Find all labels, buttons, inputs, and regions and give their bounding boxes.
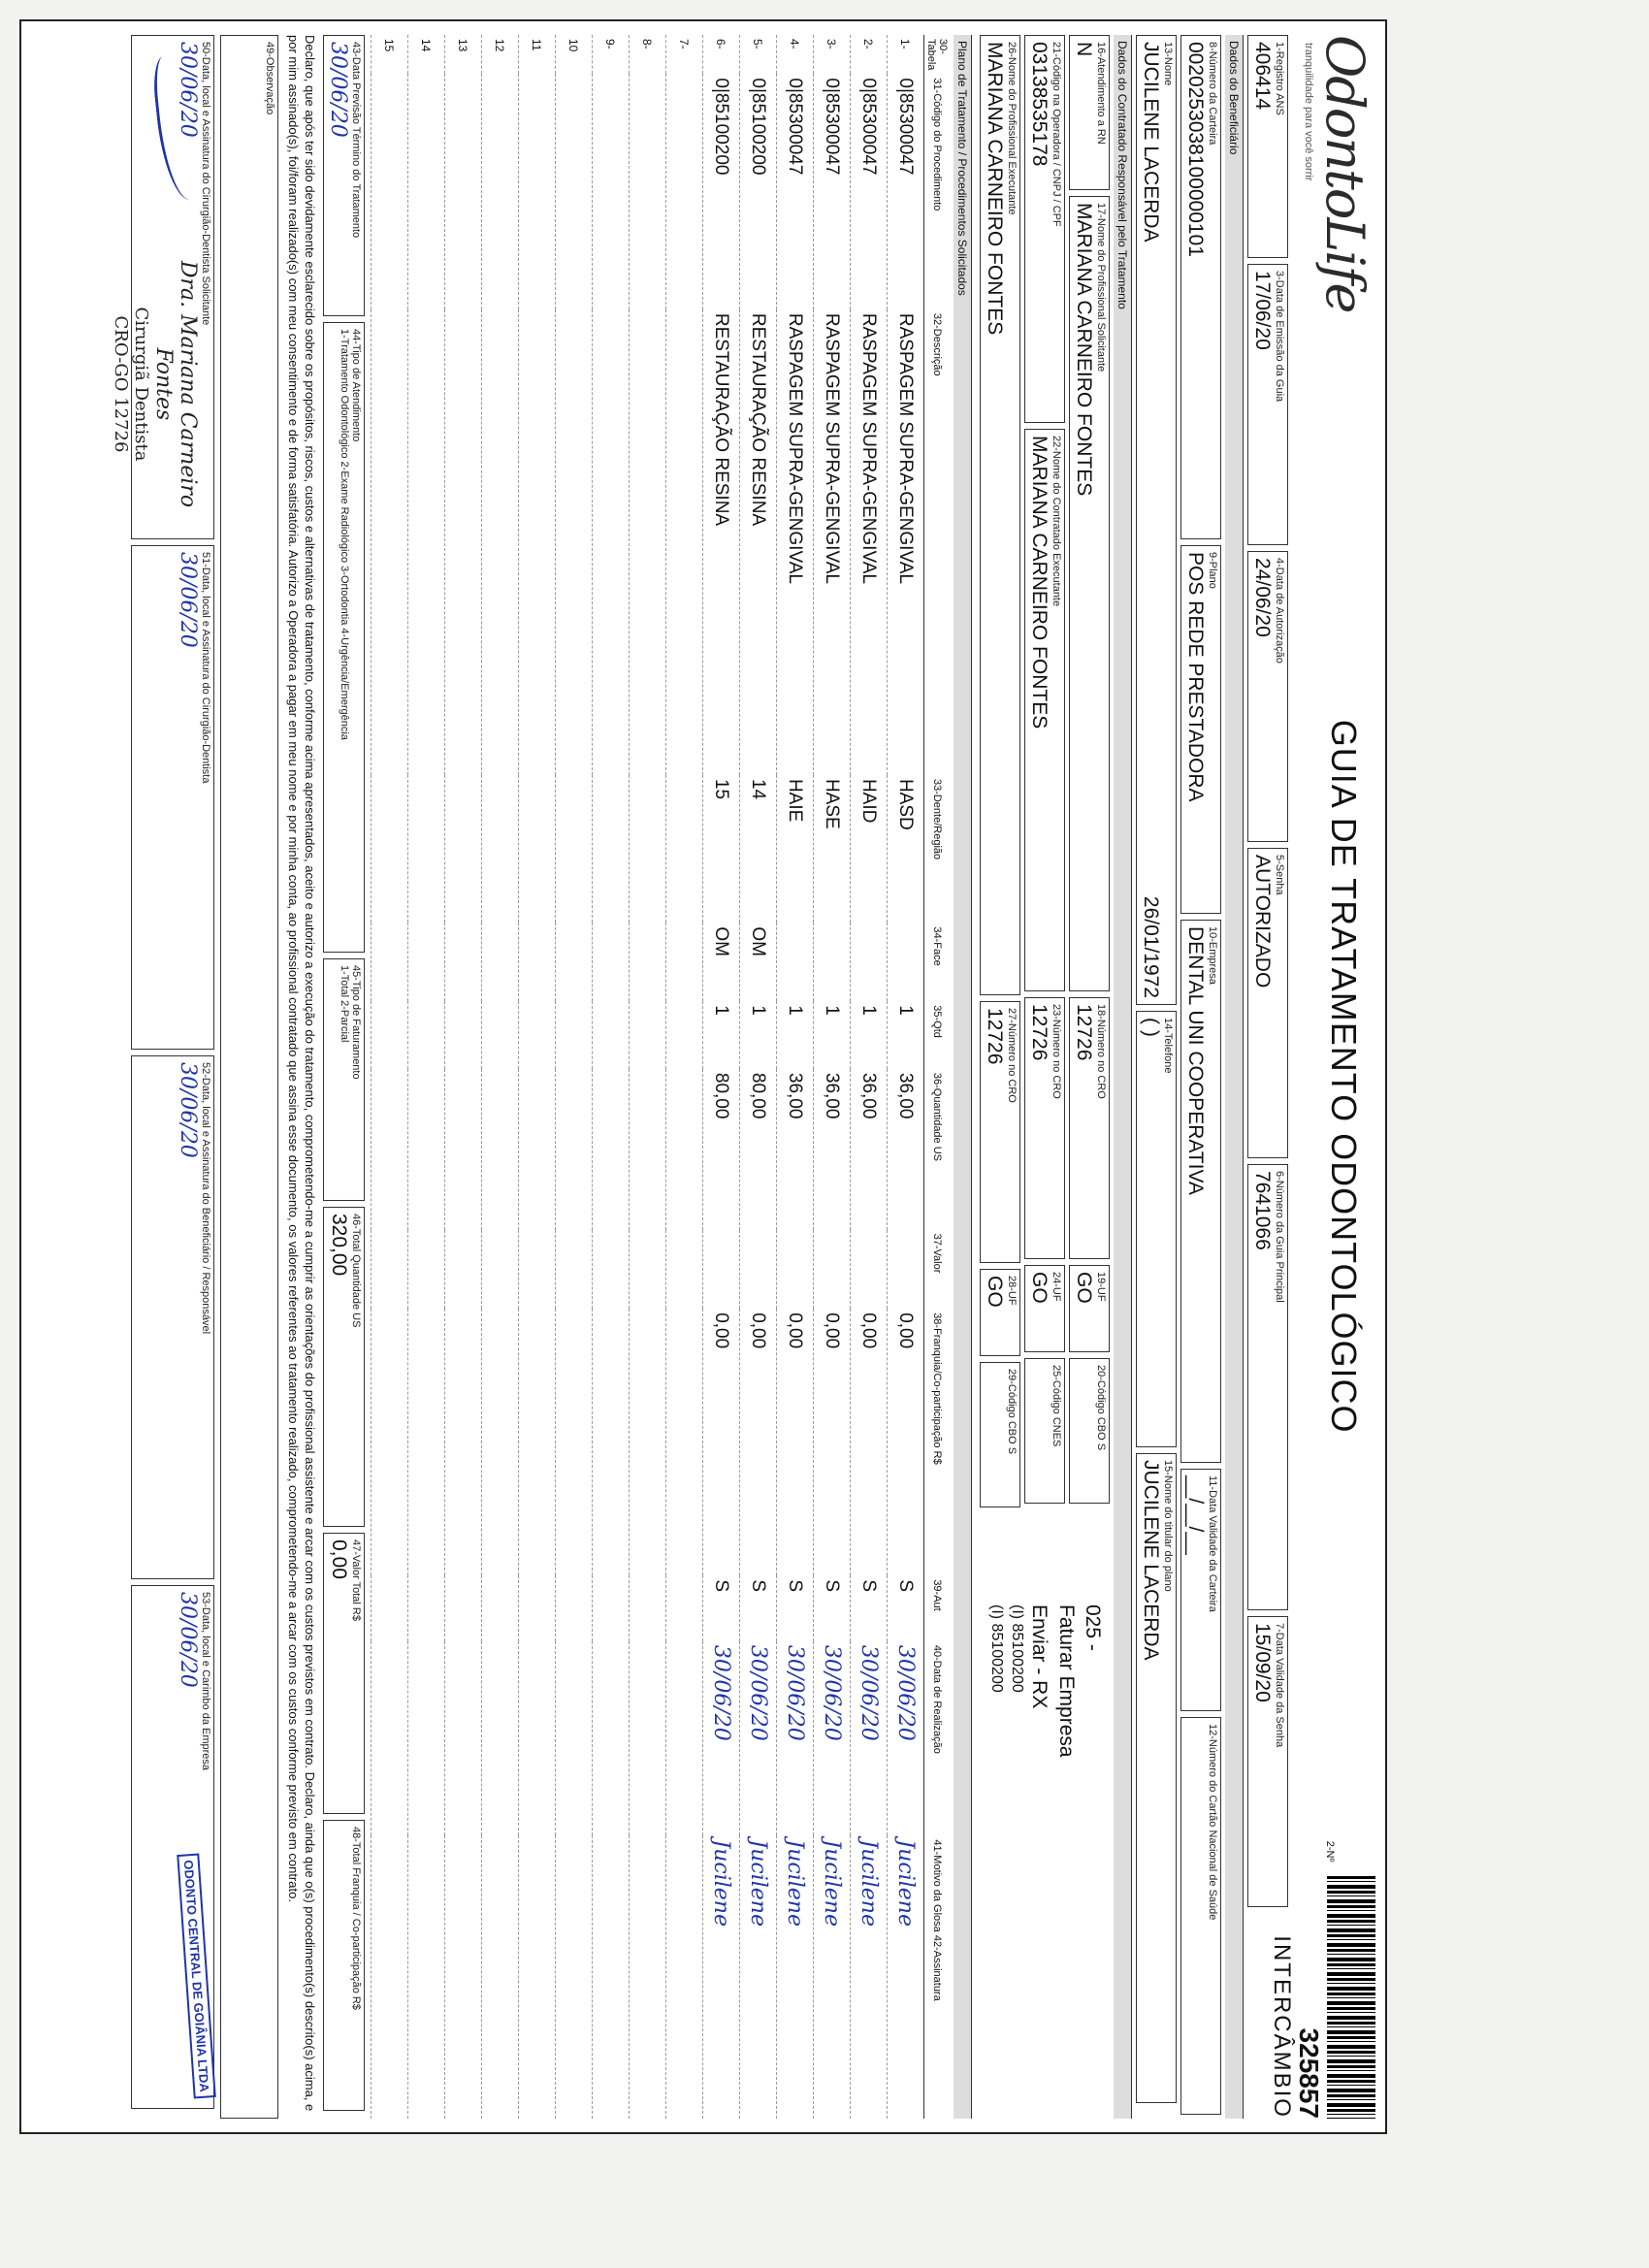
procedure-us-cell[interactable]: 36,00 (814, 1069, 851, 1230)
procedure-codigo-cell[interactable] (666, 74, 703, 308)
procedure-face-cell[interactable] (408, 923, 445, 1001)
procedure-codigo-cell[interactable] (482, 74, 519, 308)
procedure-n-cell: 4- (777, 35, 814, 74)
procedure-us-cell[interactable] (482, 1069, 519, 1230)
procedure-valor-cell[interactable] (593, 1230, 630, 1310)
procedure-row[interactable] (666, 35, 703, 2119)
procedure-assinatura-cell[interactable] (408, 1835, 445, 2119)
procedure-franquia-cell[interactable] (593, 1309, 630, 1575)
procedure-codigo-cell[interactable] (408, 74, 445, 308)
procedures-column-header: 34-Face (924, 923, 951, 1001)
side-note (976, 1595, 1110, 2119)
company-stamp: ODONTO CENTRAL DE GOIÂNIA LTDA (177, 1853, 216, 2098)
procedure-row[interactable] (777, 35, 814, 2119)
procedure-assinatura-cell[interactable] (630, 1835, 666, 2119)
procedure-row[interactable] (445, 35, 482, 2119)
procedures-body (372, 35, 924, 2119)
procedure-dente-cell[interactable]: 15 (703, 775, 740, 923)
procedure-aut-cell[interactable]: S (740, 1575, 777, 1641)
procedure-row[interactable] (888, 35, 924, 2119)
procedure-valor-cell[interactable] (703, 1230, 740, 1310)
procedure-n-cell: 13 (445, 35, 482, 74)
procedure-face-cell[interactable]: OM (703, 923, 740, 1001)
procedure-assinatura-cell[interactable] (372, 1835, 408, 2119)
procedures-column-header: 32-Descrição (924, 309, 951, 775)
procedure-codigo-cell[interactable]: 0|85100200 (740, 74, 777, 308)
procedure-qtd-cell[interactable] (519, 1001, 556, 1069)
procedure-assinatura-cell[interactable]: Jucilene (888, 1835, 924, 2119)
signature-box-beneficiario[interactable]: 52-Data, local e Assinatura do Beneficiário / Responsável 30/06/20 (131, 1055, 214, 1579)
procedure-descricao-cell[interactable] (556, 309, 593, 775)
procedure-assinatura-cell[interactable] (556, 1835, 593, 2119)
procedure-n-cell: 9- (593, 35, 630, 74)
procedure-aut-cell[interactable] (519, 1575, 556, 1641)
signature-box-empresa[interactable]: 53-Data, local e Carimbo da Empresa 30/06/20 ODONTO CENTRAL DE GOIÂNIA LTDA (131, 1585, 214, 2109)
procedures-column-header: 30-Tabela (924, 35, 951, 74)
guia-tag: INTERCÂMBIO (1269, 1935, 1295, 2119)
procedure-n-cell: 7- (666, 35, 703, 74)
procedure-row[interactable] (556, 35, 593, 2119)
procedure-face-cell[interactable] (777, 923, 814, 1001)
procedure-face-cell[interactable] (666, 923, 703, 1001)
procedure-qtd-cell[interactable] (630, 1001, 666, 1069)
procedure-descricao-cell[interactable]: RESTAURAÇÃO RESINA (703, 309, 740, 775)
procedure-row[interactable] (482, 35, 519, 2119)
procedure-valor-cell[interactable] (740, 1230, 777, 1310)
procedure-dente-cell[interactable]: HASE (814, 775, 851, 923)
procedure-franquia-cell[interactable] (556, 1309, 593, 1575)
section-beneficiario: Dados do Beneficiário (1225, 35, 1244, 2119)
field-data-emissao[interactable]: 3-Data de Emissão da Guia 17/06/20 (1247, 264, 1288, 545)
procedure-franquia-cell[interactable] (482, 1309, 519, 1575)
field-cnes[interactable]: 25-Código CNES (1024, 1358, 1065, 1504)
procedure-aut-cell[interactable] (445, 1575, 482, 1641)
procedure-franquia-cell[interactable] (519, 1309, 556, 1575)
procedure-assinatura-cell[interactable]: Jucilene (777, 1835, 814, 2119)
procedure-data-cell[interactable] (666, 1641, 703, 1836)
procedure-codigo-cell[interactable]: 0|85300047 (814, 74, 851, 308)
procedure-data-cell[interactable] (445, 1641, 482, 1836)
procedure-face-cell[interactable] (372, 923, 408, 1001)
logo-tagline: tranquilidade para você sorrir (1303, 43, 1314, 181)
procedures-header-row (924, 35, 951, 2119)
procedure-descricao-cell[interactable] (482, 309, 519, 775)
form-title: GUIA DE TRATAMENTO ODONTOLÓGICO (1324, 719, 1364, 1434)
procedures-column-header: 39-Aut (924, 1575, 951, 1641)
procedure-aut-cell[interactable]: S (851, 1575, 888, 1641)
row-registro (1247, 35, 1288, 2119)
field-cbo-solicitante[interactable]: 20-Código CBO S (1069, 1358, 1110, 1504)
contratado-block (976, 35, 1110, 2119)
field-total-franquia[interactable]: 48-Total Franquia / Co-participação R$ (323, 1820, 365, 2111)
procedure-valor-cell[interactable] (666, 1230, 703, 1310)
procedure-valor-cell[interactable] (445, 1230, 482, 1310)
procedure-franquia-cell[interactable]: 0,00 (888, 1309, 924, 1575)
procedure-codigo-cell[interactable]: 0|85300047 (888, 74, 924, 308)
procedure-aut-cell[interactable] (630, 1575, 666, 1641)
barcode-icon (1327, 1876, 1375, 2119)
procedure-dente-cell[interactable] (519, 775, 556, 923)
procedure-qtd-cell[interactable] (372, 1001, 408, 1069)
procedure-data-cell[interactable]: 30/06/20 (703, 1641, 740, 1836)
procedure-n-cell: 10 (556, 35, 593, 74)
procedure-row[interactable] (630, 35, 666, 2119)
procedure-us-cell[interactable]: 36,00 (777, 1069, 814, 1230)
procedure-face-cell[interactable] (814, 923, 851, 1001)
procedure-n-cell: 3- (814, 35, 851, 74)
procedures-column-header: 35-Qtd (924, 1001, 951, 1069)
row-totals (323, 35, 365, 2119)
procedure-codigo-cell[interactable]: 0|85300047 (777, 74, 814, 308)
procedure-us-cell[interactable]: 36,00 (851, 1069, 888, 1230)
procedure-descricao-cell[interactable] (593, 309, 630, 775)
procedure-qtd-cell[interactable]: 1 (777, 1001, 814, 1069)
procedures-column-header: 37-Valor (924, 1230, 951, 1310)
side-note-line: Enviar - RX (1028, 1604, 1051, 1709)
procedure-valor-cell[interactable] (482, 1230, 519, 1310)
procedure-row[interactable] (740, 35, 777, 2119)
dental-treatment-form (19, 19, 1387, 2134)
procedure-assinatura-cell[interactable]: Jucilene (814, 1835, 851, 2119)
procedure-qtd-cell[interactable] (408, 1001, 445, 1069)
procedure-descricao-cell[interactable] (666, 309, 703, 775)
procedure-data-cell[interactable] (593, 1641, 630, 1836)
procedure-franquia-cell[interactable] (408, 1309, 445, 1575)
side-note-line: (I) 85100200 (988, 1604, 1006, 1693)
field-plano[interactable]: 9-Plano POS REDE PRESTADORA (1180, 545, 1221, 914)
field-registro-ans[interactable]: 1-Registro ANS 406414 (1247, 35, 1288, 258)
procedure-dente-cell[interactable] (593, 775, 630, 923)
procedure-us-cell[interactable] (408, 1069, 445, 1230)
field-total-us[interactable]: 46-Total Quantidade US 320,00 (323, 1207, 365, 1527)
procedure-row[interactable] (814, 35, 851, 2119)
procedure-franquia-cell[interactable] (630, 1309, 666, 1575)
procedure-n-cell: 14 (408, 35, 445, 74)
procedure-valor-cell[interactable] (888, 1230, 924, 1310)
procedure-qtd-cell[interactable] (556, 1001, 593, 1069)
procedure-valor-cell[interactable] (630, 1230, 666, 1310)
procedure-valor-cell[interactable] (556, 1230, 593, 1310)
birth-date: 26/01/1972 (1140, 895, 1162, 998)
procedure-n-cell: 8- (630, 35, 666, 74)
procedure-data-cell[interactable] (630, 1641, 666, 1836)
signature-box-dentista[interactable]: 51-Data, local e Assinatura do Cirurgião-Dentista 30/06/20 (131, 545, 214, 1050)
procedure-n-cell: 11 (519, 35, 556, 74)
procedure-row[interactable] (851, 35, 888, 2119)
field-tipo-faturamento[interactable]: 45-Tipo de Faturamento 1-Total 2-Parcial (323, 958, 365, 1201)
procedure-descricao-cell[interactable] (408, 309, 445, 775)
procedure-aut-cell[interactable] (372, 1575, 408, 1641)
procedure-valor-cell[interactable] (372, 1230, 408, 1310)
procedure-franquia-cell[interactable]: 0,00 (814, 1309, 851, 1575)
procedure-aut-cell[interactable] (482, 1575, 519, 1641)
procedure-row[interactable] (593, 35, 630, 2119)
procedure-franquia-cell[interactable]: 0,00 (740, 1309, 777, 1575)
procedure-valor-cell[interactable] (814, 1230, 851, 1310)
procedure-us-cell[interactable]: 80,00 (703, 1069, 740, 1230)
procedure-assinatura-cell[interactable] (666, 1835, 703, 2119)
section-plano: Plano de Tratamento / Procedimentos Solicitados (954, 35, 972, 2119)
procedure-franquia-cell[interactable]: 0,00 (703, 1309, 740, 1575)
field-tipo-atendimento[interactable]: 44-Tipo de Atendimento 1-Tratamento Odontológico 2-Exame Radiológico 3-Ortodontia 4-Urgência/Emergência (323, 322, 365, 953)
procedure-assinatura-cell[interactable]: Jucilene (703, 1835, 740, 2119)
procedure-descricao-cell[interactable] (519, 309, 556, 775)
row-signatures (111, 35, 214, 2119)
procedures-column-header: 36-Quantidade US (924, 1069, 951, 1230)
procedure-qtd-cell[interactable]: 1 (740, 1001, 777, 1069)
procedure-face-cell[interactable] (556, 923, 593, 1001)
field-atendimento-rn[interactable]: 16-Atendimento a RN N (1069, 35, 1110, 190)
procedure-codigo-cell[interactable]: 0|85100200 (703, 74, 740, 308)
procedure-n-cell: 6- (703, 35, 740, 74)
procedure-franquia-cell[interactable] (445, 1309, 482, 1575)
procedure-dente-cell[interactable] (482, 775, 519, 923)
procedure-n-cell: 5- (740, 35, 777, 74)
procedure-aut-cell[interactable] (666, 1575, 703, 1641)
procedure-qtd-cell[interactable]: 1 (814, 1001, 851, 1069)
procedure-assinatura-cell[interactable] (593, 1835, 630, 2119)
procedure-aut-cell[interactable] (408, 1575, 445, 1641)
procedure-descricao-cell[interactable]: RASPAGEM SUPRA-GENGIVAL (888, 309, 924, 775)
procedure-descricao-cell[interactable]: RASPAGEM SUPRA-GENGIVAL (851, 309, 888, 775)
procedure-us-cell[interactable] (519, 1069, 556, 1230)
procedures-column-header: 33-Dente/Região (924, 775, 951, 923)
field-senha[interactable]: 5-Senha AUTORIZADO (1247, 848, 1288, 1158)
procedure-data-cell[interactable] (372, 1641, 408, 1836)
procedure-franquia-cell[interactable]: 0,00 (777, 1309, 814, 1575)
procedure-n-cell: 12 (482, 35, 519, 74)
field-nome[interactable]: 13-Nome JUCILENE LACERDA 26/01/1972 (1136, 35, 1177, 1005)
field-validade-carteira[interactable]: 11-Data Validade da Carteira __/__/__ (1180, 1469, 1221, 1711)
section-contratado: Dados do Contratado Responsável pelo Tratamento (1114, 35, 1132, 2119)
field-uf-contratado[interactable]: 24-UF GO (1024, 1265, 1065, 1352)
procedure-us-cell[interactable] (445, 1069, 482, 1230)
field-cartao-sus[interactable]: 12-Número do Cartão Nacional de Saúde (1180, 1717, 1221, 2115)
procedure-qtd-cell[interactable] (482, 1001, 519, 1069)
procedure-face-cell[interactable] (888, 923, 924, 1001)
field-codigo-operadora[interactable]: 21-Código na Operadora / CNPJ / CPF 03138535178 (1024, 35, 1065, 423)
field-profissional-executante[interactable]: 26-Nome do Profissional Executante MARIANA CARNEIRO FONTES (980, 35, 1020, 995)
side-note-code: 025 - (1082, 1604, 1104, 1651)
contratado-fields (976, 35, 1110, 1587)
procedure-qtd-cell[interactable]: 1 (851, 1001, 888, 1069)
procedure-us-cell[interactable] (630, 1069, 666, 1230)
procedures-column-header: 40-Data de Realização (924, 1641, 951, 1836)
field-telefone[interactable]: 14-Telefone ( ) (1136, 1011, 1177, 1447)
procedure-valor-cell[interactable] (851, 1230, 888, 1310)
procedure-aut-cell[interactable] (593, 1575, 630, 1641)
row-nome (1136, 35, 1177, 2119)
procedure-data-cell[interactable]: 30/06/20 (851, 1641, 888, 1836)
procedure-codigo-cell[interactable] (556, 74, 593, 308)
procedure-codigo-cell[interactable] (519, 74, 556, 308)
procedure-descricao-cell[interactable] (372, 309, 408, 775)
procedure-row[interactable] (703, 35, 740, 2119)
declaration-text: Declaro, que após ter sido devidamente esclarecido sobre os propósitos, riscos, custos e alternativas de tratamento, conforme acima apresentados, aceito e autorizo a execução do tratamento, comprometendo-me a cumprir as orientações do profissional assistente e arcar com os custos previstos em contrato. Declaro, ainda que o(s) procedimento(s) descrito(s) acima, e por mim assinado(s), foi/foram realizado(s) com meu consentimento e de forma satisfatória. Autorizo a Operadora a pagar em meu nome e por minha conta, ao profissional contratado que assina esse documento, os valores referentes ao tratamento realizado, comprometendo-me a arcar com os custos conforme previsto em contrato. (286, 35, 317, 2112)
procedure-aut-cell[interactable]: S (777, 1575, 814, 1641)
procedure-descricao-cell[interactable]: RASPAGEM SUPRA-GENGIVAL (814, 309, 851, 775)
field-titular[interactable]: 15-Nome do titular do plano JUCILENE LACERDA (1136, 1453, 1177, 2103)
procedure-assinatura-cell[interactable] (519, 1835, 556, 2119)
procedure-us-cell[interactable] (666, 1069, 703, 1230)
field-previsao-termino[interactable]: 43-Data Previsão Término do Tratamento 30/06/20 (323, 35, 365, 316)
field-numero-carteira[interactable]: 8-Número da Carteira 0020253038100000101 (1180, 35, 1221, 539)
procedure-dente-cell[interactable]: HASD (888, 775, 924, 923)
procedure-data-cell[interactable] (408, 1641, 445, 1836)
procedure-us-cell[interactable] (372, 1069, 408, 1230)
procedure-data-cell[interactable] (482, 1641, 519, 1836)
procedure-row[interactable] (372, 35, 408, 2119)
dentist-stamp: Dra. Mariana Carneiro Fontes Cirurgiã Dentista CRO-GO 12726 (111, 260, 201, 508)
procedures-column-header: 31-Código do Procedimento (924, 74, 951, 308)
procedure-us-cell[interactable]: 36,00 (888, 1069, 924, 1230)
procedure-qtd-cell[interactable] (666, 1001, 703, 1069)
procedure-n-cell: 15 (372, 35, 408, 74)
field-observacao[interactable]: 49-Observação (220, 35, 278, 2119)
procedure-assinatura-cell[interactable] (482, 1835, 519, 2119)
company-logo: OdontoLife (1314, 35, 1375, 312)
procedure-valor-cell[interactable] (519, 1230, 556, 1310)
procedure-us-cell[interactable] (556, 1069, 593, 1230)
procedure-data-cell[interactable]: 30/06/20 (814, 1641, 851, 1836)
procedure-qtd-cell[interactable] (445, 1001, 482, 1069)
field-empresa[interactable]: 10-Empresa DENTAL UNI COOPERATIVA (1180, 920, 1221, 1463)
procedure-assinatura-cell[interactable]: Jucilene (740, 1835, 777, 2119)
procedure-dente-cell[interactable]: HAIE (777, 775, 814, 923)
procedure-aut-cell[interactable]: S (814, 1575, 851, 1641)
procedure-aut-cell[interactable]: S (703, 1575, 740, 1641)
field-profissional-solicitante[interactable]: 17-Nome do Profissional Solicitante MARIANA CARNEIRO FONTES (1069, 196, 1110, 991)
procedure-n-cell: 2- (851, 35, 888, 74)
procedure-n-cell: 1- (888, 35, 924, 74)
procedure-dente-cell[interactable] (666, 775, 703, 923)
procedures-column-header: 41-Motivo da Glosa 42-Assinatura (924, 1835, 951, 2119)
procedure-qtd-cell[interactable] (593, 1001, 630, 1069)
procedure-descricao-cell[interactable]: RESTAURAÇÃO RESINA (740, 309, 777, 775)
procedure-row[interactable] (519, 35, 556, 2119)
procedure-dente-cell[interactable] (408, 775, 445, 923)
field-data-autorizacao[interactable]: 4-Data de Autorização 24/06/20 (1247, 551, 1288, 842)
form-header (1269, 35, 1375, 2119)
procedure-dente-cell[interactable] (445, 775, 482, 923)
procedure-franquia-cell[interactable]: 0,00 (851, 1309, 888, 1575)
procedure-valor-cell[interactable] (408, 1230, 445, 1310)
procedure-data-cell[interactable]: 30/06/20 (888, 1641, 924, 1836)
procedure-dente-cell[interactable]: HAID (851, 775, 888, 923)
guia-number: 325857 (1294, 2027, 1324, 2119)
procedure-face-cell[interactable] (851, 923, 888, 1001)
procedure-face-cell[interactable] (519, 923, 556, 1001)
procedure-face-cell[interactable] (630, 923, 666, 1001)
procedure-codigo-cell[interactable]: 0|85300047 (851, 74, 888, 308)
procedure-face-cell[interactable] (482, 923, 519, 1001)
field-cro-contratado[interactable]: 23-Número no CRO 12726 (1024, 997, 1065, 1259)
procedures-table (371, 35, 950, 2119)
procedure-data-cell[interactable] (556, 1641, 593, 1836)
procedure-assinatura-cell[interactable]: Jucilene (851, 1835, 888, 2119)
procedure-codigo-cell[interactable] (593, 74, 630, 308)
procedure-codigo-cell[interactable] (630, 74, 666, 308)
procedure-us-cell[interactable]: 80,00 (740, 1069, 777, 1230)
signature-box-solicitante[interactable]: 50-Data, local e Assinatura do Cirurgião-Dentista Solicitante 30/06/20 Dra. Mariana Carneiro Fontes Cirurgiã Dentista CRO-GO 12726 (131, 35, 214, 539)
procedure-dente-cell[interactable] (372, 775, 408, 923)
procedure-face-cell[interactable] (445, 923, 482, 1001)
procedure-valor-cell[interactable] (777, 1230, 814, 1310)
field-uf-executante[interactable]: 28-UF GO (980, 1269, 1020, 1356)
procedure-qtd-cell[interactable]: 1 (703, 1001, 740, 1069)
field-valor-total[interactable]: 47-Valor Total R$ 0,00 (323, 1533, 365, 1814)
side-note-line: (I) 85100200 (1009, 1604, 1026, 1693)
procedure-franquia-cell[interactable] (666, 1309, 703, 1575)
row-carteira (1180, 35, 1221, 2119)
procedure-aut-cell[interactable] (556, 1575, 593, 1641)
procedure-dente-cell[interactable] (630, 775, 666, 923)
field-numero-guia-principal[interactable]: 6-Número da Guia Principal 7641066 (1247, 1164, 1288, 1610)
procedure-data-cell[interactable] (519, 1641, 556, 1836)
procedure-codigo-cell[interactable] (372, 74, 408, 308)
procedure-descricao-cell[interactable]: RASPAGEM SUPRA-GENGIVAL (777, 309, 814, 775)
procedure-row[interactable] (408, 35, 445, 2119)
procedure-data-cell[interactable]: 30/06/20 (777, 1641, 814, 1836)
field-uf-solicitante[interactable]: 19-UF GO (1069, 1265, 1110, 1352)
procedure-us-cell[interactable] (593, 1069, 630, 1230)
field-contratado-executante[interactable]: 22-Nome do Contratado Executante MARIANA CARNEIRO FONTES (1024, 429, 1065, 991)
procedure-face-cell[interactable]: OM (740, 923, 777, 1001)
guia-number-label: 2-Nº (1324, 1840, 1336, 1863)
procedure-franquia-cell[interactable] (372, 1309, 408, 1575)
procedure-dente-cell[interactable] (556, 775, 593, 923)
procedure-descricao-cell[interactable] (630, 309, 666, 775)
procedure-dente-cell[interactable]: 14 (740, 775, 777, 923)
procedure-data-cell[interactable]: 30/06/20 (740, 1641, 777, 1836)
procedure-qtd-cell[interactable]: 1 (888, 1001, 924, 1069)
field-validade-senha[interactable]: 7-Data Validade da Senha 15/09/20 (1247, 1616, 1288, 1907)
side-note-line: Faturar Empresa (1054, 1604, 1078, 1758)
procedure-assinatura-cell[interactable] (445, 1835, 482, 2119)
field-cbo-executante[interactable]: 29-Código CBO S (980, 1362, 1020, 1507)
procedure-descricao-cell[interactable] (445, 309, 482, 775)
procedures-column-header: 38-Franquia/Co-participação R$ (924, 1309, 951, 1575)
procedure-aut-cell[interactable]: S (888, 1575, 924, 1641)
field-cro-executante[interactable]: 27-Número no CRO 12726 (980, 1001, 1020, 1263)
field-cro-solicitante[interactable]: 18-Número no CRO 12726 (1069, 997, 1110, 1259)
procedure-codigo-cell[interactable] (445, 74, 482, 308)
procedure-face-cell[interactable] (593, 923, 630, 1001)
